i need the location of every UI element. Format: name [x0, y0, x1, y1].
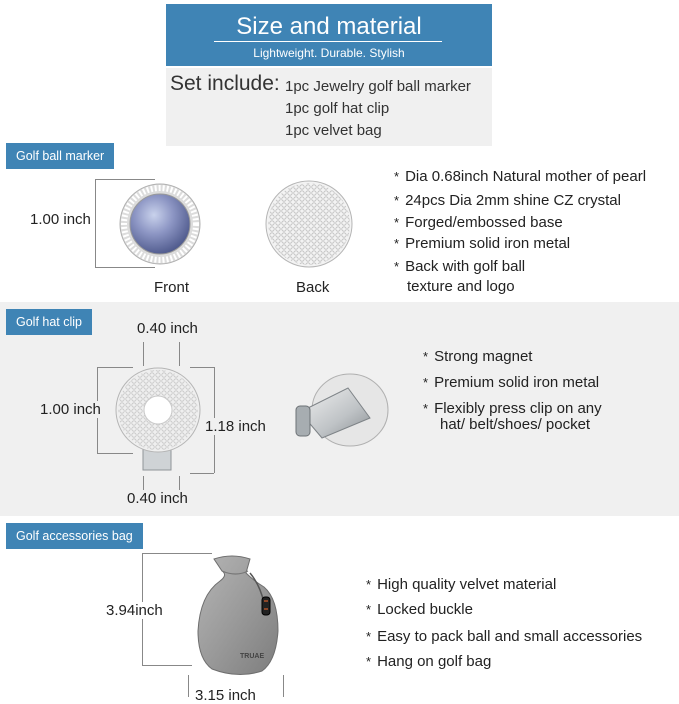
set-include-box [166, 68, 492, 146]
clip-dimension-top: 0.40 inch [137, 320, 198, 337]
feature-item: * High quality velvet material [366, 576, 557, 593]
marker-dimension-label: 1.00 inch [30, 211, 91, 228]
set-include-label: Set include: [170, 72, 280, 95]
feature-item: * Strong magnet [423, 348, 533, 365]
feature-item: * Flexibly press clip on any [423, 400, 602, 417]
back-caption: Back [296, 279, 330, 296]
feature-item: * Premium solid iron metal [394, 235, 571, 252]
tab-golf-accessories-bag: Golf accessories bag [6, 523, 143, 549]
bullet-star: * [366, 602, 372, 617]
set-item: 1pc Jewelry golf ball marker [285, 78, 471, 95]
feature-item: * 24pcs Dia 2mm shine CZ crystal [394, 192, 621, 209]
set-item: 1pc golf hat clip [285, 100, 390, 117]
bullet-star: * [394, 236, 400, 251]
dimension-tick [179, 476, 180, 490]
dimension-tick [179, 342, 180, 366]
bag-dimension-width: 3.15 inch [195, 687, 256, 704]
hat-clip-front-image [113, 366, 203, 478]
bullet-star: * [394, 259, 400, 274]
dimension-bracket [95, 179, 96, 267]
dimension-tick [283, 675, 284, 697]
feature-item: * Forged/embossed base [394, 214, 563, 231]
clip-dimension-bottom: 0.40 inch [127, 490, 188, 507]
bullet-star: * [423, 349, 429, 364]
bullet-star: * [366, 654, 372, 669]
feature-item-continued: hat/ belt/shoes/ pocket [440, 416, 591, 433]
feature-item: * Easy to pack ball and small accessories [366, 628, 643, 645]
feature-item: * Hang on golf bag [366, 653, 492, 670]
title-divider [214, 41, 442, 42]
dimension-tick [188, 675, 189, 697]
bag-logo: TRUAE [240, 653, 265, 660]
header-banner [166, 4, 492, 66]
marker-back-image [263, 178, 355, 270]
dimension-tick [143, 342, 144, 366]
bullet-star: * [423, 401, 429, 416]
bullet-star: * [423, 375, 429, 390]
hat-clip-side-image [288, 372, 390, 454]
marker-front-image [118, 178, 202, 270]
feature-item: * Dia 0.68inch Natural mother of pearl [394, 168, 647, 185]
bag-dimension-height: 3.94inch [106, 602, 163, 619]
page-title: Size and material [236, 13, 422, 40]
feature-item-continued: texture and logo [407, 278, 515, 295]
feature-item: * Back with golf ball [394, 258, 526, 275]
feature-item: * Locked buckle [366, 601, 473, 618]
bullet-star: * [394, 215, 400, 230]
tab-golf-hat-clip: Golf hat clip [6, 309, 92, 335]
set-item: 1pc velvet bag [285, 122, 382, 139]
dimension-tick-bottom [142, 665, 192, 666]
clip-dimension-right: 1.18 inch [205, 418, 266, 435]
dimension-tick [143, 476, 144, 490]
bullet-star: * [394, 193, 400, 208]
tab-golf-ball-marker: Golf ball marker [6, 143, 114, 169]
front-caption: Front [154, 279, 190, 296]
page-subtitle: Lightweight. Durable. Stylish [253, 46, 405, 60]
bullet-star: * [366, 577, 372, 592]
clip-dimension-left: 1.00 inch [40, 401, 101, 418]
bullet-star: * [366, 629, 372, 644]
bullet-star: * [394, 169, 400, 184]
feature-item: * Premium solid iron metal [423, 374, 600, 391]
